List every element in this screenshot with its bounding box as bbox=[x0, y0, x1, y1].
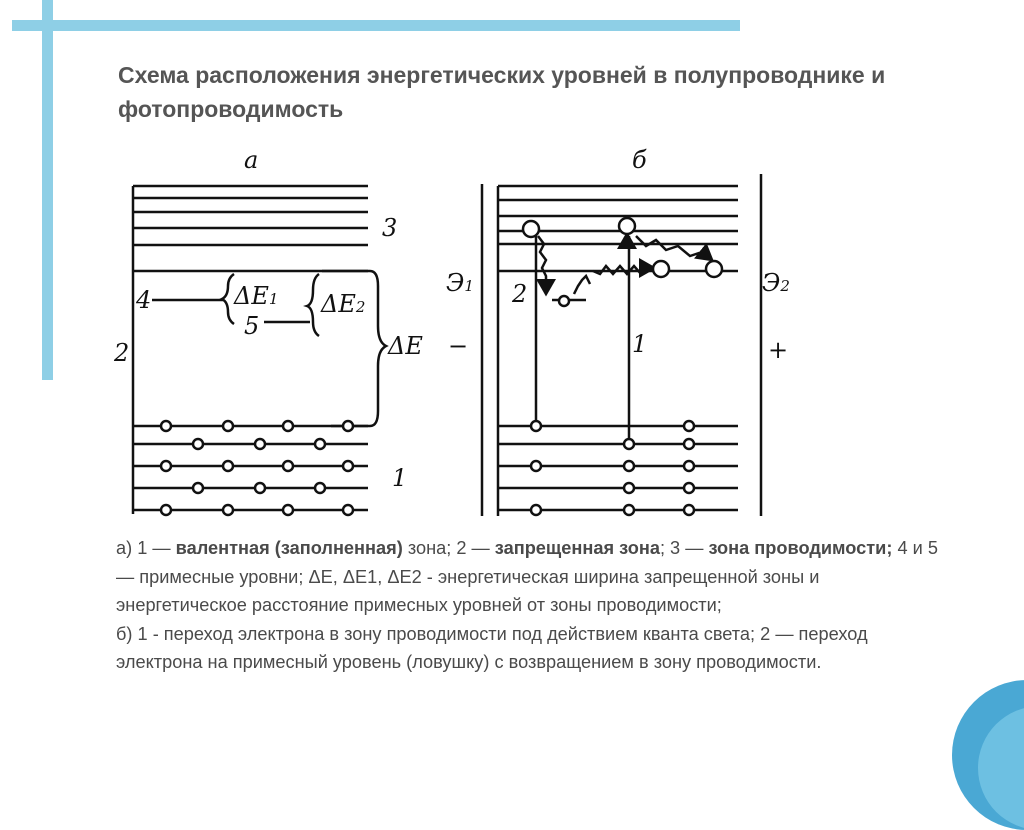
slide-title: Схема расположения энергетических уровней в полупроводнике и фотопроводимость bbox=[118, 62, 886, 122]
panel-b-electrons bbox=[523, 218, 722, 515]
label-dE: ΔE bbox=[388, 332, 423, 360]
label-dE2: ΔE2 bbox=[321, 290, 366, 318]
label-electrode-left-subscript: 1 bbox=[464, 277, 474, 295]
brace-dE2 bbox=[307, 274, 319, 336]
panel-a-heading: а bbox=[244, 146, 259, 174]
trap-release-squiggle bbox=[574, 276, 590, 294]
label-electrode-left: Э1 bbox=[446, 269, 474, 297]
caption-conduction-term: зона проводимости; bbox=[708, 538, 893, 558]
panel-b-heading: б bbox=[632, 146, 647, 174]
label-dE2-subscript: 2 bbox=[355, 298, 366, 316]
label-level-5: 5 bbox=[244, 312, 260, 340]
brace-dE1 bbox=[222, 274, 234, 324]
accent-bar-horizontal bbox=[12, 20, 740, 31]
panel-a-electrons bbox=[161, 421, 353, 515]
label-dE1: ΔE1 bbox=[234, 282, 279, 310]
caption-valence-term: валентная (заполненная) bbox=[175, 538, 403, 558]
figure-caption: а) 1 — валентная (заполненная) зона; 2 — запрещенная зона; 3 — зона проводимости; 4 и 5 — примесные уровни; ΔE, ΔE1, ΔE2 - энергетическая ширина запрещенной зоны и энергетическое расстояние примесных уровней от зоны проводимости; б) 1 - переход электрона в зону проводимости под действием кванта света; 2 — переход электрона на примесный уровень (ловушку) с возвращением в зону проводимости. bbox=[116, 538, 938, 673]
label-path-1: 1 bbox=[632, 330, 648, 358]
accent-bar-vertical bbox=[42, 0, 53, 380]
caption-b: б) 1 - переход электрона в зону проводимости под действием кванта света; 2 — переход электрона на примесный уровень (ловушку) с возвращением в зону проводимости. bbox=[116, 623, 868, 673]
drift-wavy-arrow-1 bbox=[593, 266, 654, 274]
label-level-4: 4 bbox=[136, 286, 152, 314]
label-band-3: 3 bbox=[382, 214, 398, 242]
panel-a-conduction-band bbox=[133, 186, 368, 271]
label-path-2: 2 bbox=[512, 280, 528, 308]
caption-forbidden-term: запрещенная зона bbox=[494, 538, 660, 558]
sign-plus: + bbox=[768, 336, 789, 364]
label-band-2: 2 bbox=[114, 339, 130, 367]
label-band-1: 1 bbox=[392, 464, 408, 492]
energy-level-diagram bbox=[106, 136, 796, 526]
drift-wavy-arrow-2 bbox=[636, 236, 712, 260]
label-dE1-subscript: 1 bbox=[268, 290, 279, 308]
label-electrode-right-subscript: 2 bbox=[780, 277, 790, 295]
diagram-svg bbox=[106, 136, 796, 526]
label-electrode-right: Э2 bbox=[762, 269, 790, 297]
sign-minus: − bbox=[448, 332, 469, 360]
